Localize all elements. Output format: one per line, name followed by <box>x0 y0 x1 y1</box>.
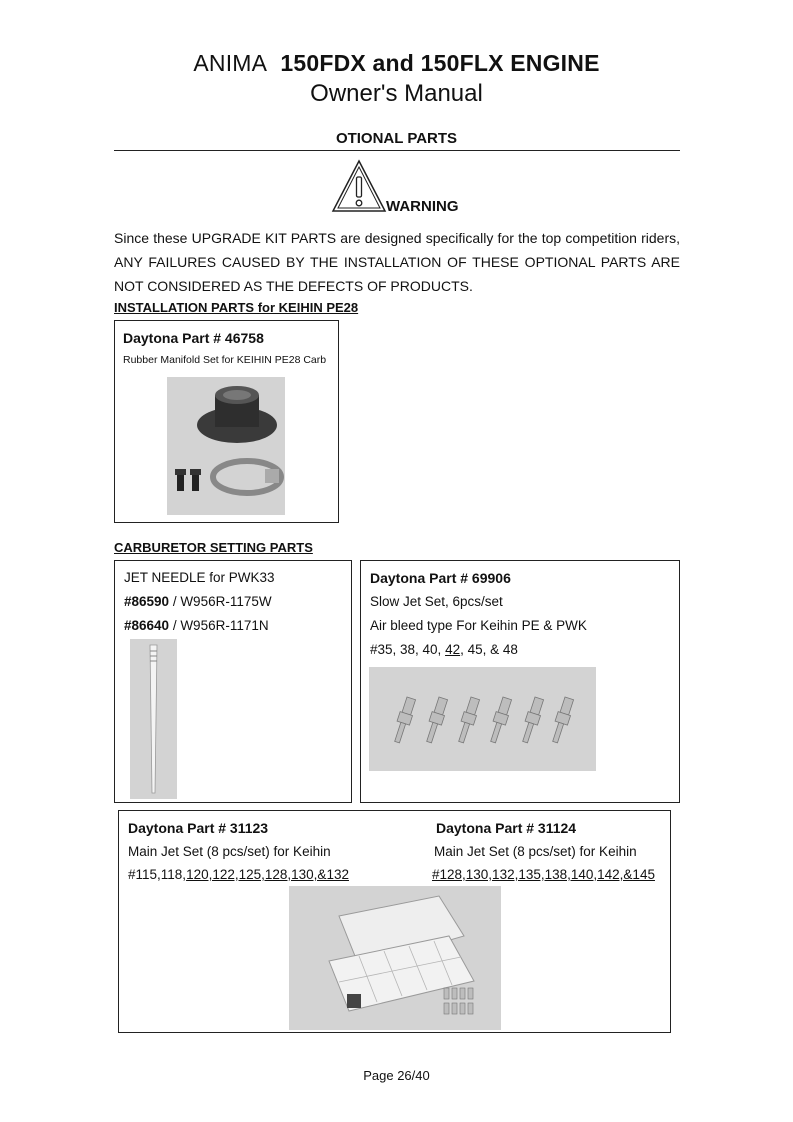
warning-text: Since these UPGRADE KIT PARTS are designed specifically for the top competition riders, ANY FAILURES CAUSED BY THE INSTALLATION OF THESE OPTIONAL PARTS ARE NOT CONSIDERED AS THE DEFECTS OF PRODUCTS. <box>114 230 680 294</box>
title-engine: 150FDX and 150FLX ENGINE <box>280 50 600 76</box>
slow-jet-card <box>360 560 680 803</box>
title-brand: ANIMA <box>193 50 268 76</box>
rubber-manifold-photo <box>167 377 285 515</box>
warning-triangle-icon <box>330 158 388 214</box>
warning-block <box>330 158 490 216</box>
jet-needle-row-2 <box>124 618 269 633</box>
installation-heading: INSTALLATION PARTS for KEIHIN PE28 <box>114 300 359 315</box>
part-number: #86590 <box>124 594 170 609</box>
jet-needle-photo <box>130 639 177 799</box>
part-number: #86640 <box>124 618 170 633</box>
slow-jet-line-2: Air bleed type For Keihin PE & PWK <box>370 618 587 633</box>
sizes-part: , 45, & 48 <box>460 642 518 657</box>
page-number: Page 26/40 <box>363 1068 430 1083</box>
sizes-highlight: 42 <box>445 642 461 657</box>
main-jet-a-sizes <box>128 867 349 882</box>
sizes-part: #35, 38, 40, <box>370 642 446 657</box>
main-jet-a-title: Daytona Part # 31123 <box>128 820 269 836</box>
part-code: / W956R-1175W <box>169 594 272 609</box>
sizes-part: #115,118, <box>128 867 187 882</box>
carburetor-heading: CARBURETOR SETTING PARTS <box>114 540 313 555</box>
section-divider <box>114 150 680 151</box>
part-card-46758 <box>114 320 339 523</box>
main-jet-card <box>118 810 671 1033</box>
main-jet-b-desc: Main Jet Set (8 pcs/set) for Keihin <box>434 844 637 859</box>
warning-label: WARNING <box>386 198 459 215</box>
slow-jet-title: Daytona Part # 69906 <box>370 570 511 586</box>
part-title: Daytona Part # 46758 <box>123 330 264 346</box>
jet-needle-card <box>114 560 352 803</box>
slow-jet-photo <box>369 667 596 771</box>
sizes-highlight: 120,122,125,128,130,&132 <box>186 867 349 882</box>
section-title: OTIONAL PARTS <box>335 130 458 147</box>
main-jet-b-sizes: #128,130,132,135,138,140,142,&145 <box>432 867 655 882</box>
jet-needle-row-1 <box>124 594 272 609</box>
slow-jet-sizes <box>370 642 518 657</box>
document-subtitle: Owner's Manual <box>310 80 483 107</box>
jet-needle-title: JET NEEDLE for PWK33 <box>124 570 275 585</box>
main-jet-b-title: Daytona Part # 31124 <box>436 820 577 836</box>
slow-jet-line-1: Slow Jet Set, 6pcs/set <box>370 594 503 609</box>
part-code: / W956R-1171N <box>169 618 269 633</box>
part-description: Rubber Manifold Set for KEIHIN PE28 Carb <box>123 354 327 366</box>
main-jet-case-photo <box>289 886 501 1030</box>
main-jet-a-desc: Main Jet Set (8 pcs/set) for Keihin <box>128 844 331 859</box>
document-title <box>0 50 793 77</box>
